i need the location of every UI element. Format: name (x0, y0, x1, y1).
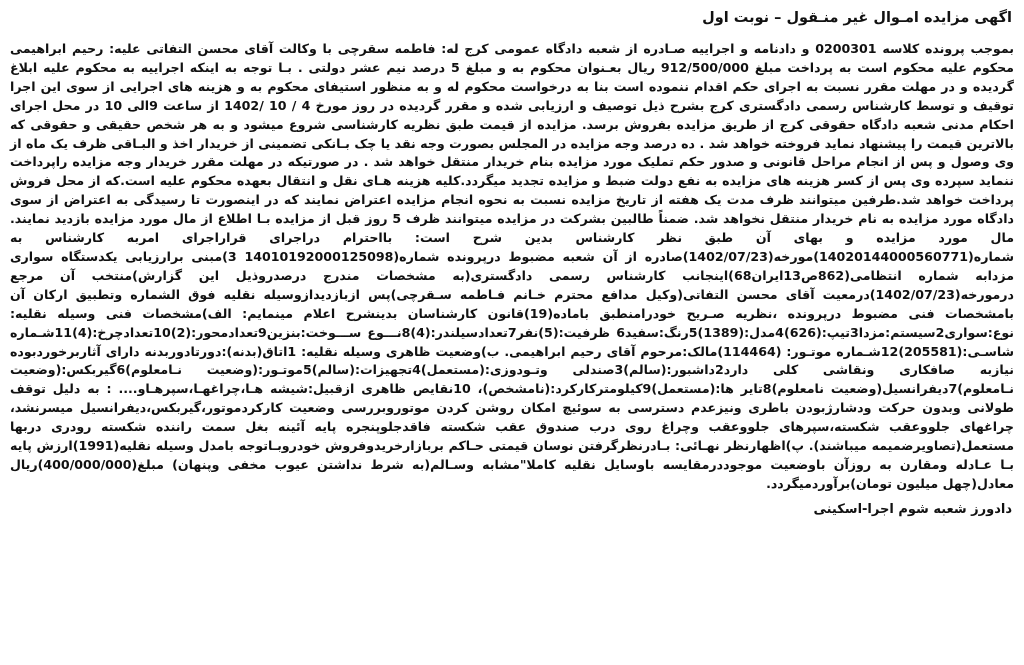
notice-body: بموجب پرونده کلاسه 0200301 و دادنامه و اجراییه صـادره از شعبه دادگاه عمومی کرج له: فاطمه سقرچی با وکالت آقای محسن التفاتی علیه: رحیم ابراهیمی محکوم علیه محکوم است به پرداخت مبلغ 912/500/000 ریال بعـنوان محکوم به و مبلغ 5 درصد نیم عشر دولتی . بـا توجه به اینکه اجراییه به محکوم علیه ابلاغ گردیده و در مهلت مقرر نسبت به اجرای حکم اقدام ننموده است بنا به درخواست محکوم له و به منظور استیفای محکوم به و هزینه های اجرایی از سوی این اجرا توقیف و توسط کارشناس رسمی دادگستری کرج بشرح ذیل توصیف و ارزیابی شده و مقرر گردیده در روز مورخ 4 / 10 /1402 از ساعت 9الی 10 در محل اجرای احکام مدنی شعبه دادگاه حقوقی کرج از طریق مزایده بفروش برسد. مزایده از قیمت طبق نظریه کارشناسی شروع میشود و به هر شخص حقیقی و حقوقی که بالاترین قیمت را پیشنهاد نماید فروخته خواهد شد . ده درصد وجه مزایده در المجلس بصورت وجه نقد یا چک بـانکی تضمینی از خریدار اخذ و البـاقی ظرف یک ماه از وی وصول و پس از انجام مراحل قانونی و صدور حکم تملیک مورد مزایده بنام خریدار منتقل خواهد شد . در صورتیکه در مهلت مقرر خریدار وجه مزایده راپرداخت ننماید سپرده وی پس از کسر هزینه های مزایده به نفع دولت ضبط و مزایده تجدید میگردد.کلیه هزینه هـای نقل و انتقال بعهده محکوم علیه است.که از محل فروش پرداخت خواهد شد.طرفین میتوانند ظرف مدت یک هفته از تاریخ مزایده نسبت به نحوه انجام مزایده اعتراض نمایند که در اینصورت تا رسیدگی به اعتراض از سوی دادگاه مورد مزایده به نام خریدار منتقل نخواهد شد. ضمناً طالبین بشرکت در مزایده میتوانند ظرف 5 روز قبل از مزایده بـا اطلاع از مال مورد مزایده بازدید نمایند. مال مورد مزایده و بهای آن طبق نظر کارشناس بدین شرح است: بااحترام دراجرای قراراجرای امربه کارشناس به شماره(14020144000560771)مورخه(1402/07/23)صادره از آن شعبه مضبوط درپرونده شماره(14010192000125098 3)مبنی برارزیابی یکدستگاه سواری مزدابه شماره انتظامی(862ص13ایران68)اینجانب کارشناس رسمی دادگستری(به مشخصات مندرج درصدروذیل این گزارش)منتخب آن مرجع درمورخه(1402/07/23)درمعیت آقای محسن التفاتی(وکیل مدافع محترم خـانم فـاطمه سـقرچی)پس ازبازدیدازوسیله نقلیه فوق الشماره وتطبیق ارکان آن بامشخصات فنی مضبوط درپرونده ،نظریه صـریح خودرامنطبق باماده(19)قانون کارشناسان بدینشرح اعلام مینمایم: الف)مشخصات فنی وسیله نقلیه: نوع:سواری2سیستم:مزدا3تیپ:(626)4مدل:(1389)5رنگ:سفید6 ظرفیت:(5)نفر7تعدادسیلندر:(4)8نـــوع ســـوخت:بنزین9تعدادمحور:(2)10تعدادچرخ:(4)11شـماره شاسـی:(205581)12شـماره موتـور: (114464)مالک:مرحوم آقای رحیم ابراهیمی. ب)وضعیت ظاهری وسیله نقلیه: 1اتاق(بدنه):دورتادوربدنه دارای آثاربرخوردبوده نیازبه صافکاری ونقاشی کلی دارد2داشبور:(سالم)3صندلی وتـودوزی:(مستعمل)4تجهیزات:(سالم)5موتـور:(وضعیت نـامعلوم)6گیربکس:(وضعیت نـامعلوم)7دیفرانسیل(وضعیت نامعلوم)8تایر ها:(مستعمل)9کیلومترکارکرد:(نامشخص)، 10نقایص ظاهری ازقبیل:شیشه هـا،چراغهـا،سپرهـاو.... : به دلیل توقف طولانی وبدون حرکت ودشارژبودن باطری ونیزعدم دسترسی به سوئیچ امکان روشن کردن موتوروبررسی وضعیت کارکردموتور،گیربکس،دیفرانسیل میسرنشد، چراغهای جلووعقب شکسته،سپرهای جلووعقب وچراغ روی درب صندوق عقب شکسته فاقدجلوپنجره پایه آئینه بغل سمت راننده شکسته رودری دربها مستعمل(تصاویرضمیمه میباشند). پ)اظهارنظر نهـائی: بـادرنظرگرفتن نوسان قیمتی حـاکم بربازارخریدوفروش خودروبـاتوجه بامدل وسیله نقلیه(1991)ارزش پایه بـا عـادله ومقارن به روزآن باوضعیت موجوددرمقایسه باوسایل نقلیه کاملا"مشابه وسـالم(به شرط نداشتن عیوب مخفی وپنهان) مبلغ(400/000/000)ریال معادل(چهل میلیون تومان)برآوردمیگردد. (10, 41, 1015, 491)
notice-title: اگهی مزایده امـوال غیر منـقول – نوبت اول (702, 10, 1012, 26)
auction-notice (10, 6, 1014, 661)
notice-signature: دادورز شعبه شوم اجرا-اسکینی (813, 501, 1012, 517)
